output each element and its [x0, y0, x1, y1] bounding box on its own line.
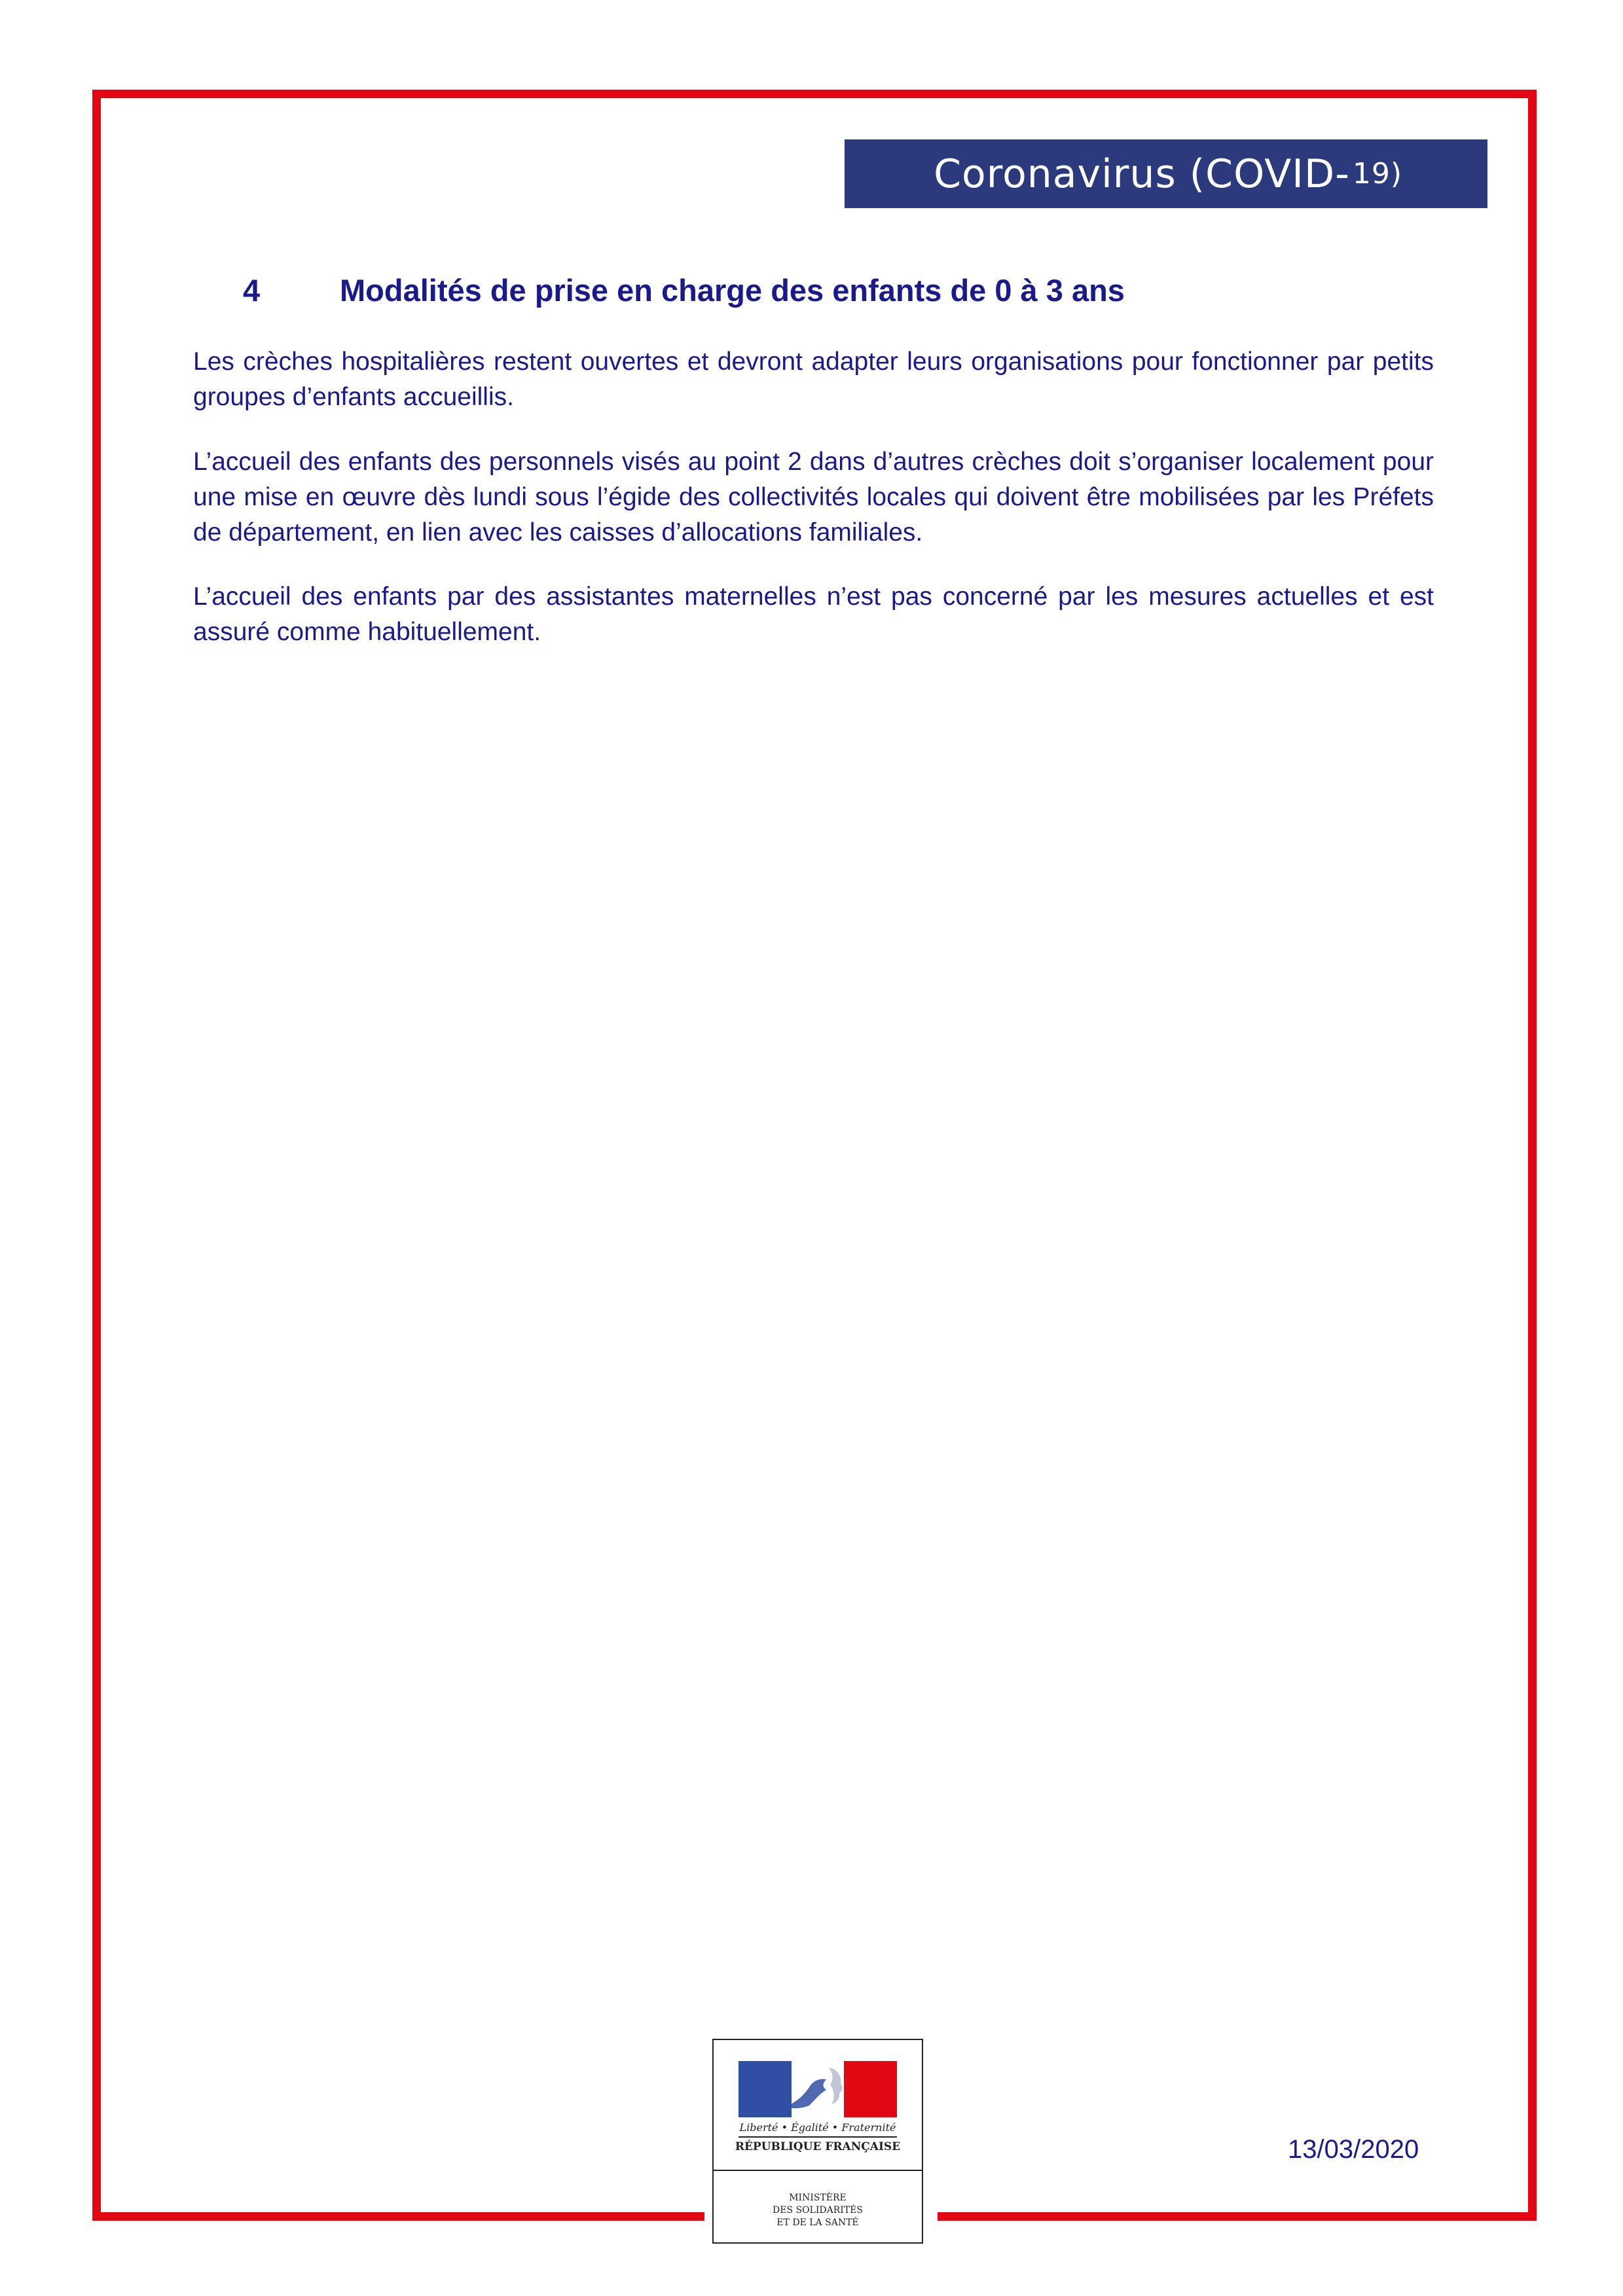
header-banner: [845, 139, 1487, 208]
ministry-line-3: ET DE LA SANTÉ: [776, 2217, 859, 2228]
section-number: 4: [243, 273, 261, 308]
republic-name: RÉPUBLIQUE FRANÇAISE: [735, 2140, 901, 2153]
page-frame-top: [92, 90, 1537, 98]
paragraph-creches-hospitalieres: Les crèches hospitalières restent ouvertes et devront adapter leurs organisations pour fonctionner par petits groupes d’enfants accueillis.: [193, 348, 1434, 411]
ministry-logo: [712, 2039, 923, 2244]
page-frame-bottom-right: [938, 2212, 1537, 2221]
republic-motto: Liberté • Égalité • Fraternité: [739, 2121, 896, 2134]
page-frame-left: [92, 90, 101, 2221]
section-title: Modalités de prise en charge des enfants de 0 à 3 ans: [340, 273, 1125, 308]
logo-divider-full: [714, 2170, 922, 2171]
banner-title-suffix: 19): [1352, 157, 1402, 190]
banner-title: Coronavirus (COVID-: [934, 151, 1350, 197]
ministry-line-2: DES SOLIDARITÉS: [773, 2205, 863, 2215]
page-frame-right: [1528, 90, 1537, 2221]
paragraph-assistantes-maternelles: L’accueil des enfants par des assistantes maternelles n’est pas concerné par les mesures actuelles et est assuré comme habituellement.: [193, 583, 1434, 646]
logo-divider: [739, 2136, 897, 2138]
paragraph-accueil-personnels: L’accueil des enfants des personnels visés au point 2 dans d’autres crèches doit s’organiser localement pour une mise en œuvre dès lundi sous l’égide des collectivités locales qui doivent être mobilisées par les Préfets de département, en lien avec les caisses d’allocations familiales.: [193, 448, 1434, 547]
ministry-name: [714, 2192, 922, 2229]
ministry-line-1: MINISTÈRE: [789, 2193, 847, 2203]
marianne-flag-icon: [739, 2061, 897, 2117]
page-frame-bottom-left: [92, 2212, 704, 2221]
document-date: 13/03/2020: [1288, 2135, 1419, 2164]
